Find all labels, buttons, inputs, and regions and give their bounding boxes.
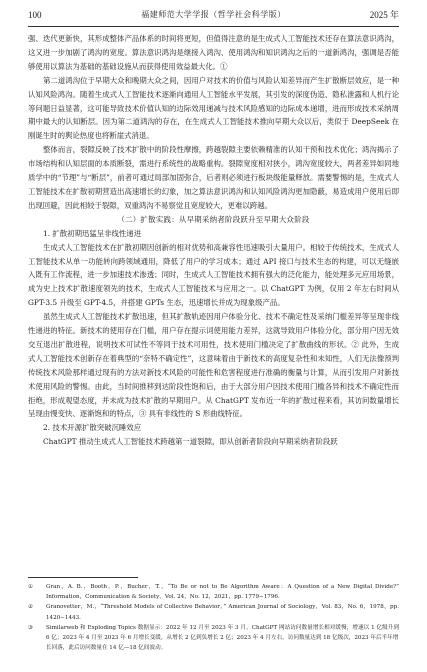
paragraph-second-gap: 第二道鸿沟位于早期大众和晚期大众之间，因用户对技术的价值与风险认知差异而产生扩散断层效应，是一种认知风险鸿沟。随着生成式人工智能技术逐渐向通用人工智能水平发展，其引发的深度伪造、隐私泄露和人机行论等问题日益显著，这可能导致技术价值认知的边际效用递减与技术风险感知的边际成本递增，进而形成技术采纳周期中最大的认知断层。因为第二道鸿沟的存在，在生成式人工智能技术推向早期大众以后，类似于 DeepSeek 在刚诞生时的舆论热度也将断崖式消退。 bbox=[28, 75, 399, 141]
footnote-3 bbox=[28, 623, 399, 643]
running-header bbox=[28, 8, 399, 22]
footnote-text: Gran，A. B.，Booth，P.，Bucher，T.，“To Be or not to Be Algorithm Aware：A Question of a New Digital Divide?” Information，Communication & Society，Vol. 24，No. 12，2021，pp. 1779−1796. bbox=[46, 584, 399, 601]
header-rule bbox=[28, 26, 399, 27]
footnote-rule bbox=[28, 577, 138, 578]
footnote-text: Similarweb 和 Exploding Topics 数据显示：2022 年 12 月至 2023 年 3 月，ChatGPT 网站访问数量增长相对缓慢，增速以 1 亿级升到 6 亿；2023 年 4 月至 2023 年 6 月增长变缓，从增长 2 亿到负增长 2 亿；2023 年 4 月左右，访问数量达到 18 亿级次，2023 年后半年增 bbox=[46, 624, 399, 642]
paragraph-summary: 整体而言，裂隙反映了技术扩散中的阶段性摩擦，跨越裂隙主要依赖精准的认知干预和技术优化；鸿沟揭示了市场结构和认知层面的本质断裂，需进行系统性的战略重构。裂隙宽度相对狭小，鸿沟宽度较大，两者差异如同地质学中的“节理”与“断层”，前者可通过局部加固弥合，后者则必须进行板块级能量释放。需要警惕的是，生成式人工智能技术在扩散初期营造出高速增长的幻象，加之算法意识鸿沟和认知风险鸿沟更加隐蔽，易造成用户使用后即出现回避，因此相较于裂隙，双重鸿沟不易察觉且宽度较大，更难以跨越。 bbox=[28, 145, 399, 210]
section-heading: （二）扩散实践：从早期采纳者阶段跃升至早期大众阶段 bbox=[117, 214, 310, 224]
footnote-continuation: 长回落，此后访问数量在 14 亿—18 亿间波动。 bbox=[46, 645, 167, 652]
footnote-text: Granovetter，M.，“Threshold Models of Collective Behavior，” American Journal of Sociology，Vol. 83，No. 6，1978，pp. 1420−1443. bbox=[46, 604, 399, 621]
footnote-marker: ③ bbox=[28, 624, 34, 631]
paragraph-nonlinear: 虽然生成式人工智能技术扩散迅速，但其扩散轨迹因用户体验分化、技术不确定性及采纳门槛差异等呈现非线性递进的特征。新技术的使用存在门槛，用户存在提示词使用能力差异，这就导致用户体验分化，部分用户因无效交互退出扩散进程，说明技术可试性不等同于技术可用性，技术使用门槛决定了扩散曲线的形状。② 此外，生成式人工智能技术创新存在着典型的“奈特不确定性”，这意味着由于新技术的高度复杂性和未知性，人们无法像预判传统技术风险那样通过现有的方法对新技术风险的可能性和危害程度进行准确的衡量与计算，从而引发用户对新技术使用风险的警惕。由此，当时间推移到达阶段性饱和后，由于大部分用户因技术使用门槛各异和技术不确定性而拒绝，形成观望态度，并未成为技术扩散的早期用户。从 ChatGPT 发布近一年的扩散过程来看，其访问数量增长呈现由慢变快、逐渐饱和的特点，③ 具有非线性的 S 形曲线特征。 bbox=[28, 312, 399, 419]
paragraph-continuation: 强、迭代更新快，其形成整体产品体系的时间将更短，但值得注意的是生成式人工智能技术还存在算法意识鸿沟，这又进一步加剧了鸿沟的宽度。算法意识鸿沟是继接入鸿沟、使用鸿沟和知识鸿沟之后的一道新鸿沟，强调是否能够使用以算法为基础的基础设施从而获得使用效益最大化。① bbox=[28, 34, 399, 71]
footnote-2 bbox=[28, 602, 399, 622]
footnote-marker: ① bbox=[28, 584, 34, 590]
journal-year: 2025 年 bbox=[369, 10, 399, 20]
article-body bbox=[28, 32, 399, 449]
footnotes bbox=[28, 582, 399, 653]
footnote-marker: ② bbox=[28, 604, 34, 611]
footnote-1 bbox=[28, 582, 399, 602]
page-number: 100 bbox=[28, 10, 42, 20]
subsection-heading-2: 2. 技术开源扩散突破沉睡效应 bbox=[43, 423, 142, 433]
paragraph-open-source: ChatGPT 推动生成式人工智能技术跨越第一道裂隙，即从创新者阶段向早期采纳者阶段跃 bbox=[43, 437, 338, 447]
subsection-heading-1: 1. 扩散初期迅猛呈非线性递进 bbox=[43, 228, 142, 238]
paragraph-early-diffusion: 生成式人工智能技术在扩散初期因创新的相对优势和高兼容性迅速吸引大量用户。相较于传统技术，生成式人工智能技术从单一功能转向跨领域通用，降低了用户的学习成本；通过 API 接口与技术生态的构建，可以无缝嵌入既有工作流程，进一步加速技术渗透；同时，生成式人工智能技术拥有强大的泛化能力，能处理多元应用场景，成为史上技术扩散速度领先的技术，生成式人工智能技术与应用之一。以 ChatGPT 为例，仅用 2 年左右时间从 GPT-3.5 升级至 GPT-4.5，并搭建 GPTs 生态，迅速增长并成为现象级产品。 bbox=[28, 242, 399, 308]
journal-title: 福建师范大学学报（哲学社会科学版） bbox=[141, 10, 286, 19]
